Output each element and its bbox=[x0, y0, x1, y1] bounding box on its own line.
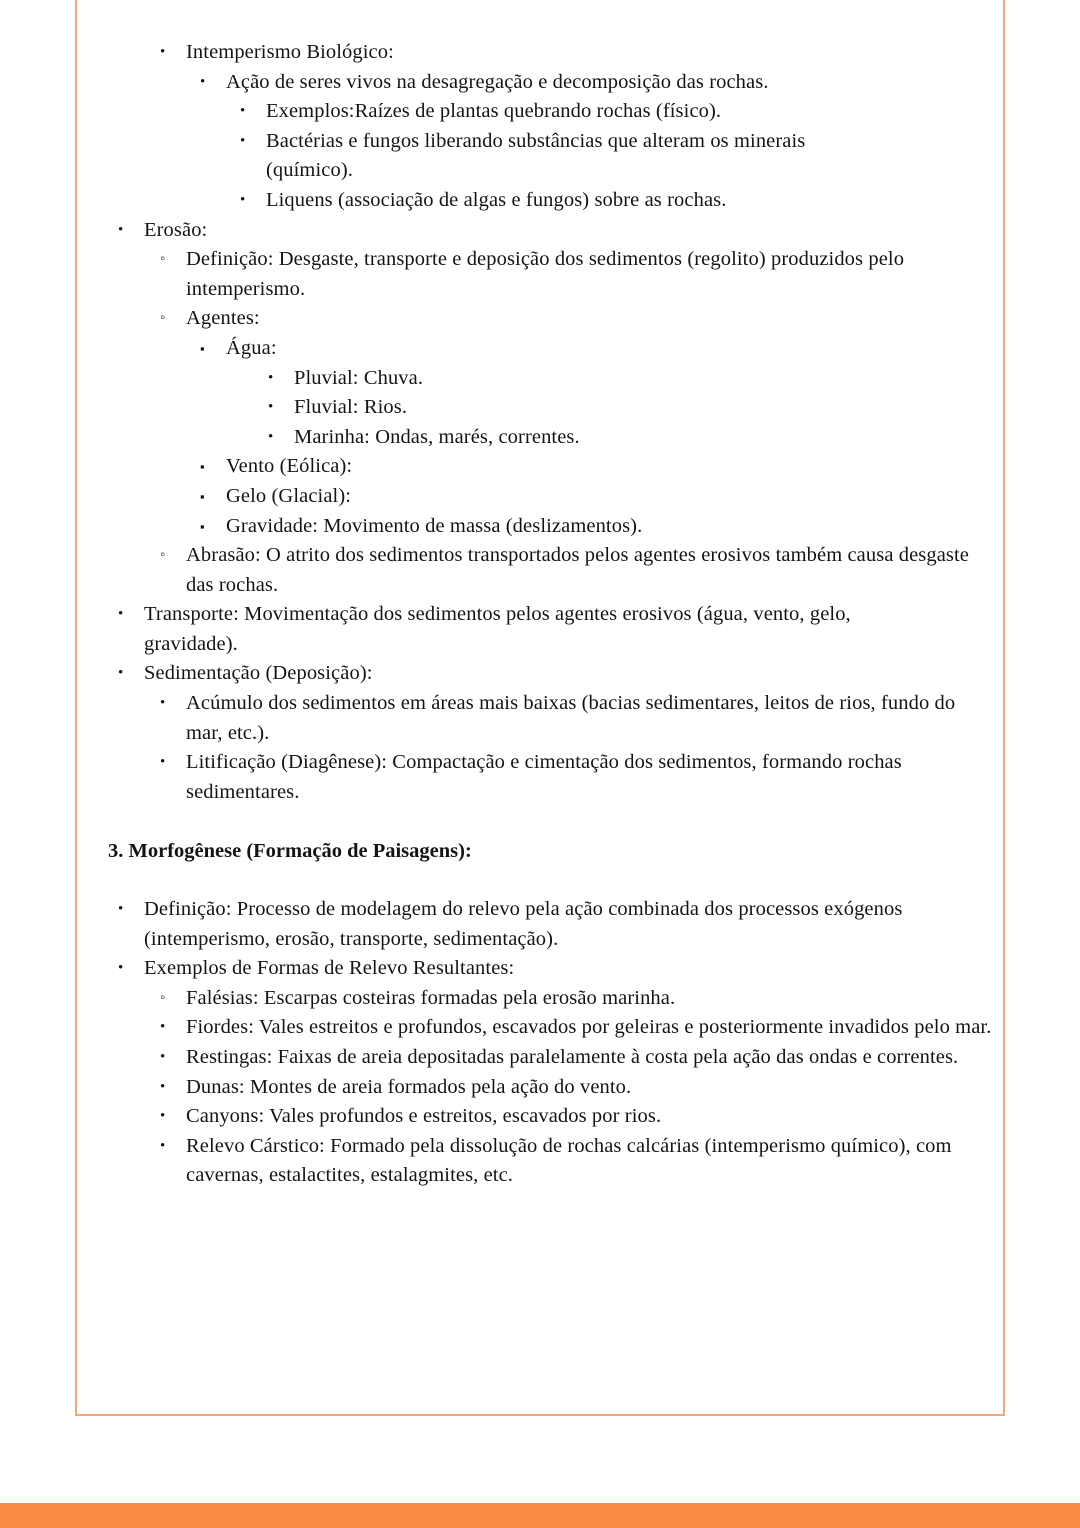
list-item bbox=[118, 216, 882, 246]
disc-bullet-icon: • bbox=[160, 1137, 166, 1154]
list-item-text: Pluvial: Chuva. bbox=[294, 366, 424, 389]
list-item-text: Intemperismo Biológico: bbox=[186, 41, 394, 63]
disc-bullet-icon: • bbox=[268, 399, 274, 416]
list-item bbox=[200, 334, 886, 364]
list-item-text: Relevo Cárstico: Formado pela dissolução de rochas calcárias (intemperismo químico), com cavernas, estalactites, estalagmites, etc. bbox=[186, 1134, 952, 1187]
list-item bbox=[200, 452, 886, 482]
list-item bbox=[240, 97, 886, 127]
circle-bullet-icon: ◦ bbox=[160, 251, 166, 268]
list-item bbox=[200, 512, 886, 542]
list-item bbox=[160, 689, 976, 748]
list-item bbox=[200, 482, 886, 512]
list-item-text: Litificação (Diagênese): Compactação e cimentação dos sedimentos, formando rochas sedimentares. bbox=[186, 751, 902, 803]
disc-bullet-icon: • bbox=[268, 369, 274, 386]
list-item-text: Bactérias e fungos liberando substâncias que alteram os minerais (químico). bbox=[266, 129, 806, 182]
list-item-text: Marinha: Ondas, marés, correntes. bbox=[294, 425, 580, 448]
list-item bbox=[118, 954, 882, 984]
list-item bbox=[240, 127, 866, 186]
circle-bullet-icon: ◦ bbox=[160, 989, 166, 1006]
disc-bullet-icon: • bbox=[118, 665, 124, 682]
list-item bbox=[268, 393, 886, 423]
list-item-text: Erosão: bbox=[144, 218, 208, 241]
list-item-text: Transporte: Movimentação dos sedimentos pelos agentes erosivos (água, vento, gelo, gravidade). bbox=[144, 603, 851, 655]
disc-bullet-icon: • bbox=[160, 695, 166, 712]
list-item-text: Abrasão: O atrito dos sedimentos transportados pelos agentes erosivos também causa desgaste das rochas. bbox=[186, 544, 970, 596]
disc-bullet-icon: • bbox=[160, 1019, 166, 1036]
disc-bullet-icon: • bbox=[240, 132, 246, 149]
disc-bullet-icon: • bbox=[200, 73, 206, 90]
list-item bbox=[160, 1102, 886, 1132]
list-item bbox=[118, 600, 944, 659]
square-bullet-icon: ▪ bbox=[200, 459, 205, 475]
list-item-text: Acúmulo dos sedimentos em áreas mais baixas (bacias sedimentares, leitos de rios, fundo do mar, etc.). bbox=[186, 692, 956, 744]
disc-bullet-icon: • bbox=[160, 754, 166, 771]
disc-bullet-icon: • bbox=[240, 103, 246, 120]
list-item bbox=[160, 541, 986, 600]
disc-bullet-icon: • bbox=[118, 960, 124, 977]
list-item bbox=[160, 245, 1004, 304]
list-item bbox=[268, 423, 886, 453]
list-item bbox=[160, 748, 1001, 807]
list-item bbox=[160, 1043, 961, 1073]
disc-bullet-icon: • bbox=[118, 221, 124, 238]
disc-bullet-icon: • bbox=[160, 1078, 166, 1095]
spacer bbox=[0, 807, 1080, 837]
list-item bbox=[160, 304, 886, 334]
section-heading: 3. Morfogênese (Formação de Paisagens): bbox=[108, 840, 472, 863]
spacer bbox=[0, 867, 1080, 895]
list-item bbox=[160, 38, 886, 68]
bottom-accent-band bbox=[0, 1503, 1080, 1528]
list-item bbox=[160, 1132, 1014, 1191]
list-item-text: Definição: Processo de modelagem do relevo pela ação combinada dos processos exógenos (intemperismo, erosão, transporte, sedimentação). bbox=[144, 898, 903, 950]
list-item bbox=[240, 186, 886, 216]
list-item-text: Restingas: Faixas de areia depositadas paralelamente à costa pela ação das ondas e correntes. bbox=[186, 1046, 959, 1068]
list-item-text: Água: bbox=[226, 336, 277, 359]
list-item-text: Gelo (Glacial): bbox=[226, 484, 352, 507]
disc-bullet-icon: • bbox=[118, 901, 124, 918]
list-item-text: Definição: Desgaste, transporte e deposição dos sedimentos (regolito) produzidos pelo intemperismo. bbox=[186, 248, 905, 300]
list-item-text: Vento (Eólica): bbox=[226, 455, 353, 478]
disc-bullet-icon: • bbox=[160, 44, 166, 60]
list-item-text: Agentes: bbox=[186, 307, 260, 330]
disc-bullet-icon: • bbox=[160, 1049, 166, 1065]
list-item-text: Sedimentação (Deposição): bbox=[144, 662, 373, 685]
disc-bullet-icon: • bbox=[118, 606, 124, 623]
disc-bullet-icon: • bbox=[268, 428, 274, 445]
list-item bbox=[160, 1013, 1006, 1043]
square-bullet-icon: ▪ bbox=[200, 518, 205, 534]
list-item-text: Exemplos de Formas de Relevo Resultantes: bbox=[144, 957, 515, 980]
disc-bullet-icon: • bbox=[240, 191, 246, 208]
circle-bullet-icon: ◦ bbox=[160, 547, 166, 564]
list-item-text: Dunas: Montes de areia formados pela ação do vento. bbox=[186, 1075, 632, 1098]
list-item bbox=[268, 364, 886, 394]
list-item-text: Ação de seres vivos na desagregação e decomposição das rochas. bbox=[226, 70, 769, 93]
list-item bbox=[200, 68, 886, 98]
list-item-text: Fluvial: Rios. bbox=[294, 396, 408, 419]
list-item bbox=[118, 659, 882, 689]
list-item bbox=[118, 895, 992, 954]
disc-bullet-icon: • bbox=[160, 1108, 166, 1125]
square-bullet-icon: ▪ bbox=[200, 340, 205, 356]
list-item-text: Gravidade: Movimento de massa (deslizamentos). bbox=[226, 514, 643, 537]
list-item-text: Liquens (associação de algas e fungos) sobre as rochas. bbox=[266, 188, 727, 211]
list-item bbox=[160, 984, 886, 1014]
list-item-text: Canyons: Vales profundos e estreitos, escavados por rios. bbox=[186, 1105, 662, 1128]
square-bullet-icon: ▪ bbox=[200, 488, 205, 504]
list-item-text: Exemplos:Raízes de plantas quebrando rochas (físico). bbox=[266, 100, 722, 123]
list-item-text: Falésias: Escarpas costeiras formadas pela erosão marinha. bbox=[186, 986, 676, 1009]
circle-bullet-icon: ◦ bbox=[160, 310, 166, 327]
list-item bbox=[160, 1073, 886, 1103]
list-item-text: Fiordes: Vales estreitos e profundos, escavados por geleiras e posteriormente invadidos pelo mar. bbox=[186, 1016, 992, 1039]
